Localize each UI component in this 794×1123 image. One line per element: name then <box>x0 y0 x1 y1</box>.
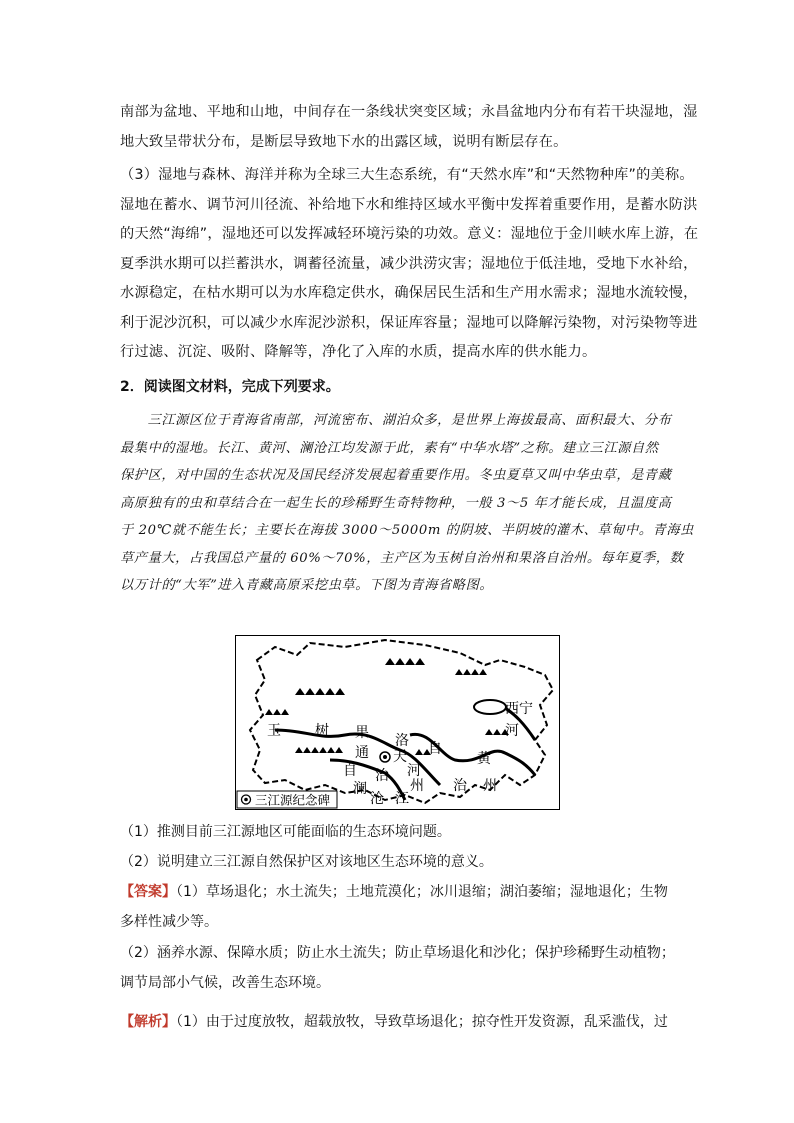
map-label: 自 <box>428 741 442 757</box>
answer-tag: 【答案】 <box>120 884 176 900</box>
analysis-tag: 【解析】 <box>120 1014 176 1030</box>
sub-question-2: （2）说明建立三江源自然保护区对该地区生态环境的意义。 <box>120 854 493 870</box>
material-paragraph <box>120 407 694 600</box>
text-line: 南部为盆地、平地和山地，中间存在一条线状突变区域；永昌盆地内分布有若干块湿地，湿 <box>120 104 698 120</box>
map-label: 树 <box>315 723 329 739</box>
map-label: 江 <box>395 791 409 807</box>
map-label: 沧 <box>370 791 384 807</box>
analysis-text: （1）由于过度放牧，超载放牧，导致草场退化；掠夺性开发资源，乱采滥伐，过 <box>176 1014 668 1030</box>
sub-question-1: （1）推测目前三江源地区可能面临的生态环境问题。 <box>120 824 451 840</box>
text-line: 利于泥沙沉积，可以减少水库泥沙淤积，保证库容量；湿地可以降解污染物，对污染物等进 <box>120 314 698 331</box>
legend-label: 三江源纪念碑 <box>255 792 331 808</box>
map-label: 洛 <box>395 733 409 749</box>
map-label: 澜 <box>353 781 367 797</box>
text-line: 以万计的“大军”进入青藏高原采挖虫草。下图为青海省略图。 <box>120 578 494 593</box>
text-line: 的天然“海绵”，湿地还可以发挥减轻环境污染的功效。意义：湿地位于金川峡水库上游，在 <box>120 226 699 242</box>
text-line: （3）湿地与森林、海洋并称为全球三大生态系统，有“天然水库”和“天然物种库”的美称。 <box>120 167 694 183</box>
qinghai-lake <box>474 700 506 714</box>
text-line: 地大致呈带状分布，是断层导致地下水的出露区域，说明有断层存在。 <box>120 133 568 150</box>
text-line: 行过滤、沉淀、吸附、降解等，净化了入库的水质，提高水库的供水能力。 <box>120 344 597 360</box>
map-label: 治 <box>453 778 467 794</box>
text-line: 三江源区位于青海省南部，河流密布、湖泊众多，是世界上海拔最高、面积最大、分布 <box>120 413 672 428</box>
answer-text: （1）草场退化；水土流失；土地荒漠化；冰川退缩；湖泊萎缩；湿地退化；生物 <box>176 884 668 900</box>
qinghai-map <box>235 635 560 810</box>
answer-line-4: 调节局部小气候，改善生态环境。 <box>120 975 330 991</box>
text-line: 湿地在蓄水、调节河川径流、补给地下水和维持区域水平衡中发挥着重要作用，是蓄水防洪 <box>120 196 698 213</box>
map-label: 河 <box>407 763 421 779</box>
answer-line-3: （2）涵养水源、保障水质；防止水土流失；防止草场退化和沙化；保护珍稀野生动植物； <box>120 945 675 961</box>
text-line: 高原独有的虫和草结合在一起生长的珍稀野生奇特物种，一般 3～5 年才能长成，且温度高 <box>120 495 672 511</box>
map-label: 河 <box>505 723 519 739</box>
part3-paragraph <box>120 161 699 368</box>
monument-marker <box>380 752 390 762</box>
map-label: 黄 <box>477 751 491 767</box>
question-2-title: 2．阅读图文材料，完成下列要求。 <box>120 379 340 395</box>
map-legend <box>237 791 337 808</box>
map-label: 西宁 <box>505 701 533 717</box>
text-line: 最集中的湿地。长江、黄河、澜沧江均发源于此，素有“中华水塔”之称。建立三江源自然 <box>120 440 659 456</box>
map-label: 通 <box>355 745 369 761</box>
text-line: 保护区，对中国的生态状况及国民经济发展起着重要作用。冬虫夏草又叫中华虫草，是青藏 <box>120 468 672 483</box>
text-line: 水源稳定，在枯水期可以为水库稳定供水，确保居民生活和生产用水需求；湿地水流较慢， <box>120 285 698 301</box>
analysis-line <box>120 1011 668 1031</box>
map-label: 天 <box>393 749 407 765</box>
map-label: 州 <box>410 778 424 794</box>
map-label: 玉 <box>267 723 281 739</box>
answer-line-1 <box>120 881 668 901</box>
map-label: 自 <box>343 763 357 779</box>
text-line: 夏季洪水期可以拦蓄洪水，调蓄径流量，减少洪涝灾害；湿地位于低洼地，受地下水补给， <box>120 255 698 272</box>
map-label: 治 <box>375 768 389 784</box>
text-line: 于 20℃就不能生长；主要长在海拔 3000～5000m 的阴坡、半阴坡的灌木、草甸中。青海虫 <box>120 523 694 538</box>
intro-paragraph <box>120 98 698 157</box>
answer-line-2: 多样性减少等。 <box>120 914 218 930</box>
map-label: 州 <box>483 778 497 794</box>
map-label: 果 <box>355 725 369 741</box>
text-line: 草产量大，占我国总产量的 60%～70%，主产区为玉树自治州和果洛自治州。每年夏季，数 <box>120 550 684 566</box>
